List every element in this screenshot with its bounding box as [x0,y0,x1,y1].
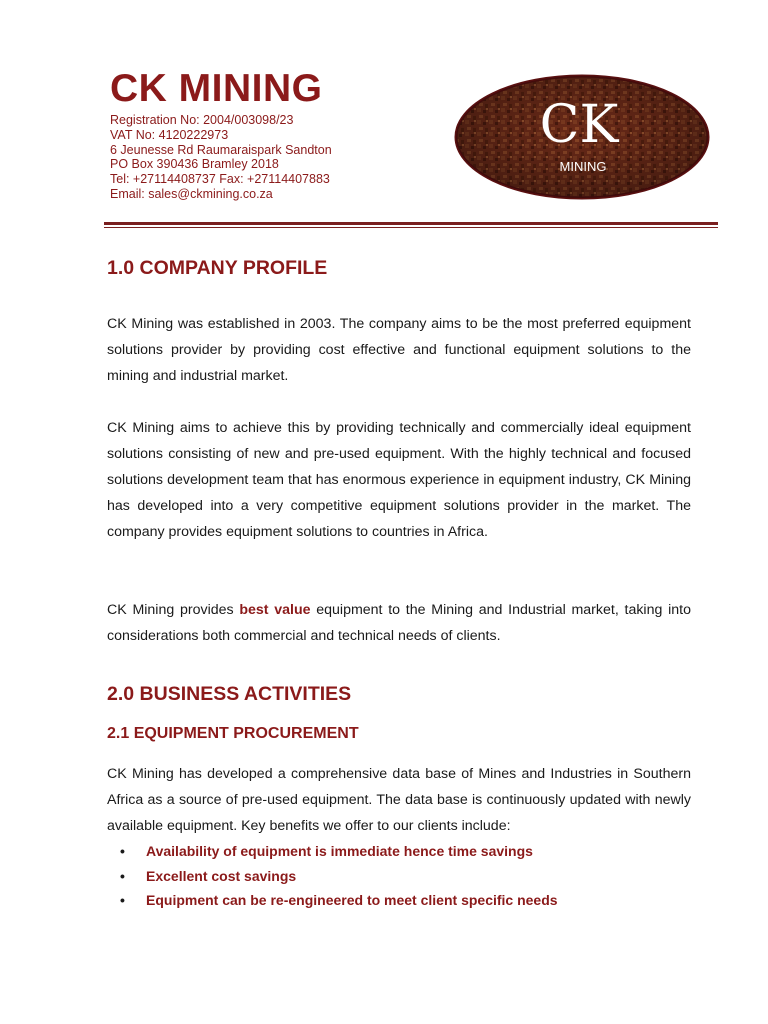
paragraph-3-tail: equipment to the Mining and Industrial market, taking into considerations both commercial and technical needs of clients. [107,602,691,644]
benefit-item [120,888,558,913]
contact-details [110,113,332,202]
best-value-highlight: best value [239,602,311,618]
bullet-icon: • [120,867,125,884]
header-divider-thin [104,227,718,228]
email-address: Email: sales@ckmining.co.za [110,186,273,201]
header-divider [104,222,718,225]
benefit-item [120,864,558,889]
benefit-item [120,839,558,864]
street-address: 6 Jeunesse Rd Raumaraispark Sandton [110,142,332,157]
paragraph-3-lead: CK Mining provides [107,602,240,618]
procurement-paragraph: CK Mining has developed a comprehensive data base of Mines and Industries in Southern Africa as a source of pre-used equipment. The data base is continuously updated with newly available equipment. Key benefits we offer to our clients include: [107,766,691,834]
company-profile-heading: 1.0 COMPANY PROFILE [107,257,328,279]
company-profile-paragraph-1: CK Mining was established in 2003. The company aims to be the most preferred equipment solutions provider by providing cost effective and functional equipment solutions to the mining and industrial market. [107,316,691,384]
logo-initials: CK [539,95,619,155]
benefits-list [120,839,558,913]
registration-number: Registration No: 2004/003098/23 [110,113,294,127]
company-profile-paragraph-3 [107,597,691,649]
bullet-icon: • [120,843,125,859]
company-name: CK MINING [110,67,323,110]
business-activities-heading: 2.0 BUSINESS ACTIVITIES [107,683,352,705]
company-profile-paragraph-2: CK Mining aims to achieve this by providing technically and commercially ideal equipment solutions consisting of new and pre-used equipment. With the highly technical and focused solutions development team that has enormous experience in equipment industry, CK Mining has developed into a very competitive equipment solutions provider in the market. The company provides equipment solutions to countries in Africa. [107,420,691,540]
vat-number: VAT No: 4120222973 [110,127,229,142]
logo-subtitle: MINING [559,159,607,174]
company-logo [453,72,711,202]
postal-address: PO Box 390436 Bramley 2018 [110,157,279,172]
benefit-text: Equipment can be re-engineered to meet client specific needs [146,892,558,909]
benefit-text: Availability of equipment is immediate hence time savings [146,843,533,859]
benefit-text: Excellent cost savings [146,867,297,884]
phone-fax: Tel: +27114408737 Fax: +27114407883 [110,172,330,187]
equipment-procurement-heading: 2.1 EQUIPMENT PROCUREMENT [107,725,359,742]
bullet-icon: • [120,892,125,909]
